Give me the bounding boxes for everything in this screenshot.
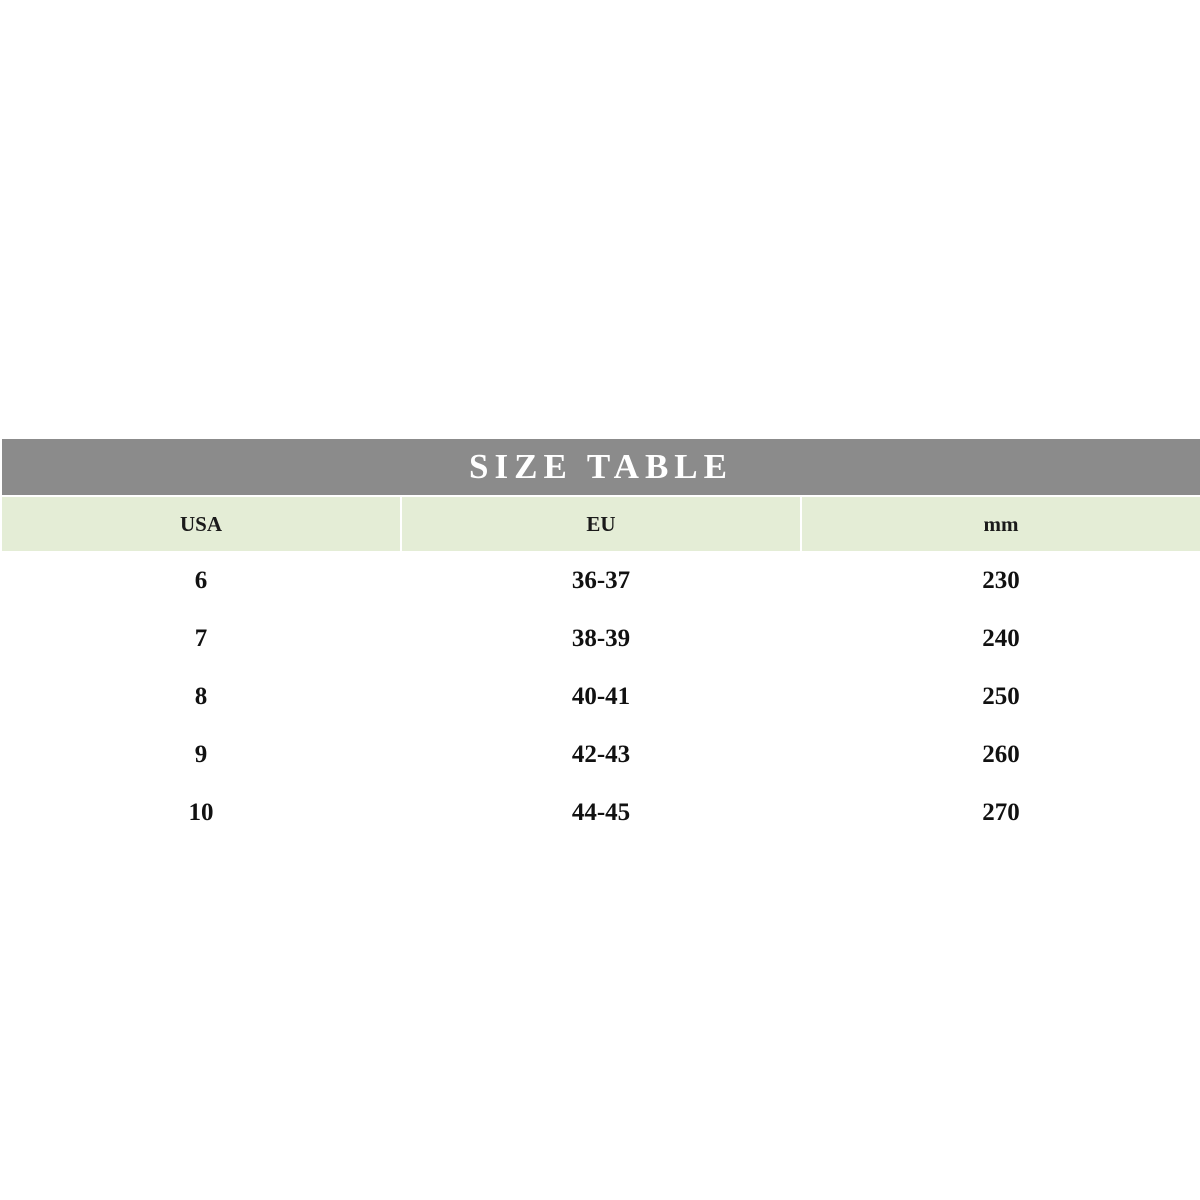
cell-mm: 230 (801, 552, 1200, 610)
cell-usa: 8 (1, 668, 401, 726)
table-row (1, 726, 1200, 784)
column-header-eu: EU (401, 496, 801, 552)
cell-eu: 38-39 (401, 610, 801, 668)
cell-usa: 10 (1, 784, 401, 842)
cell-mm: 240 (801, 610, 1200, 668)
cell-eu: 42-43 (401, 726, 801, 784)
table-row (1, 610, 1200, 668)
cell-mm: 250 (801, 668, 1200, 726)
cell-eu: 44-45 (401, 784, 801, 842)
table-row (1, 784, 1200, 842)
cell-usa: 6 (1, 552, 401, 610)
size-table-container (0, 437, 1200, 843)
column-header-mm: mm (801, 496, 1200, 552)
size-table-title: SIZE TABLE (1, 438, 1200, 496)
table-row (1, 552, 1200, 610)
column-header-usa: USA (1, 496, 401, 552)
table-header-row (1, 496, 1200, 552)
cell-mm: 260 (801, 726, 1200, 784)
cell-usa: 7 (1, 610, 401, 668)
size-table (0, 437, 1200, 843)
table-title-row (1, 438, 1200, 496)
table-row (1, 668, 1200, 726)
cell-eu: 36-37 (401, 552, 801, 610)
cell-eu: 40-41 (401, 668, 801, 726)
cell-usa: 9 (1, 726, 401, 784)
cell-mm: 270 (801, 784, 1200, 842)
